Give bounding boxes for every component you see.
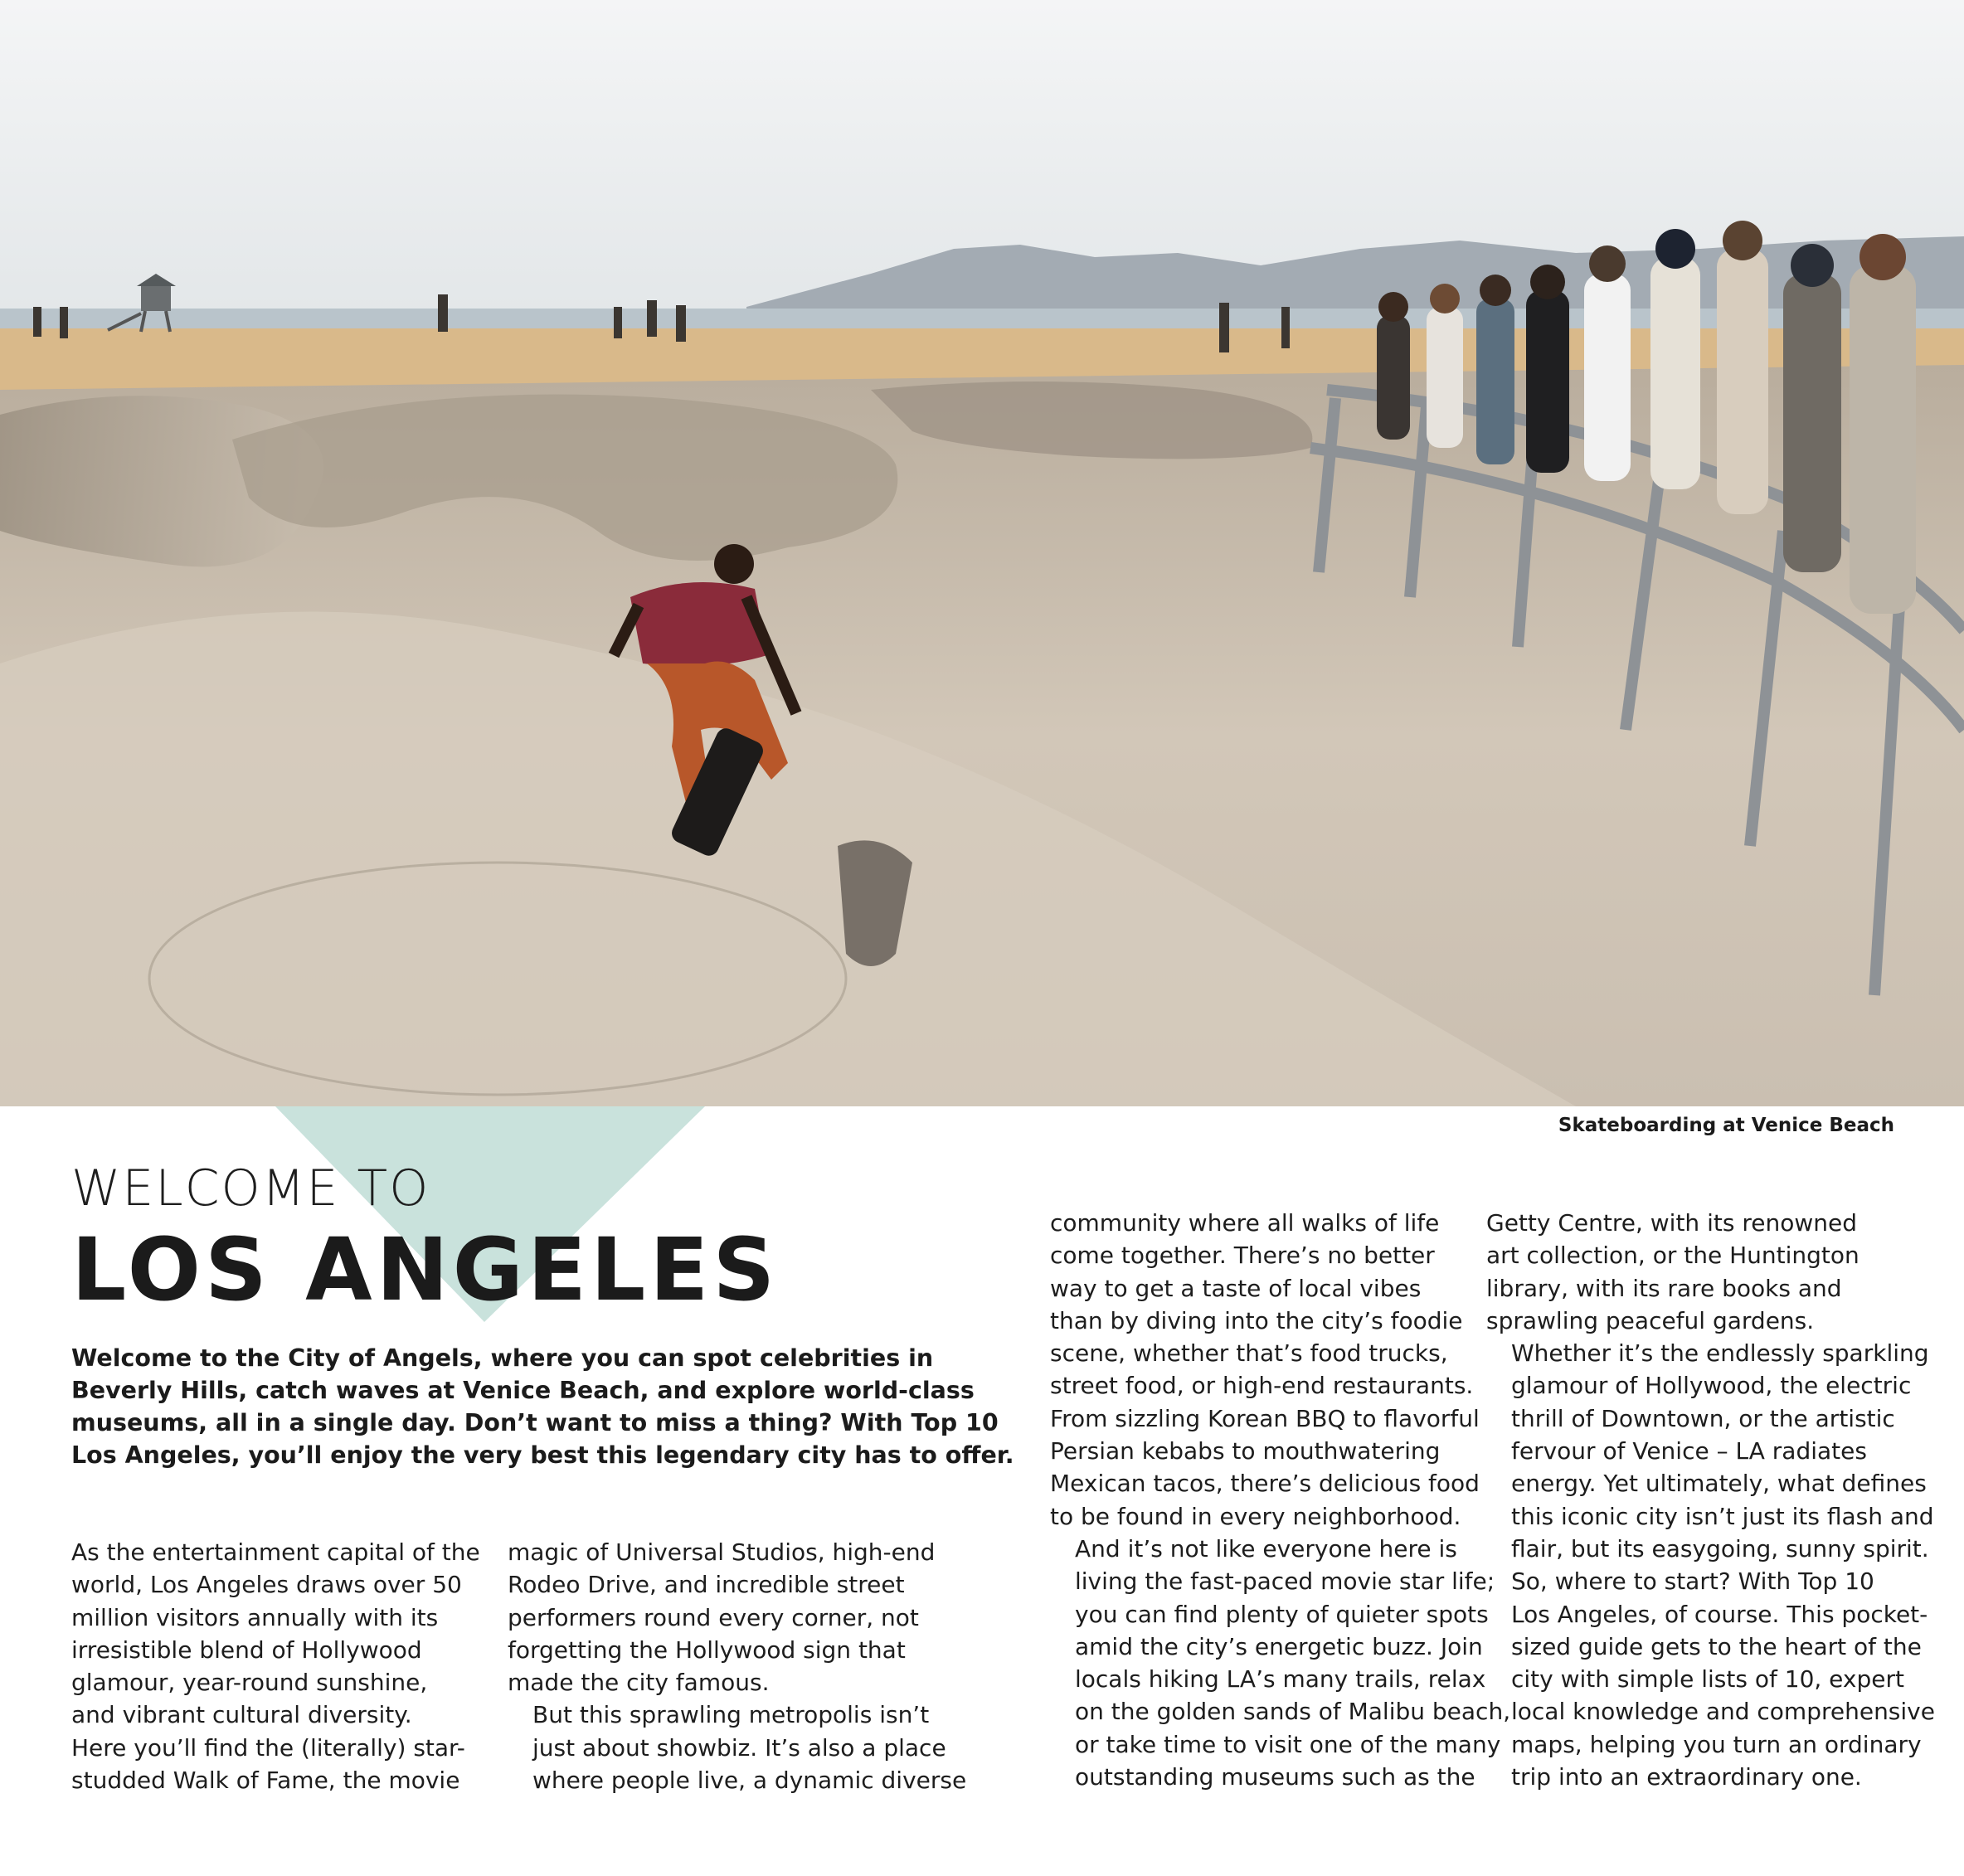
intro-line: Los Angeles, you’ll enjoy the very best this legendary city has to offer. xyxy=(71,1441,1014,1469)
body-line: million visitors annually with its xyxy=(71,1603,439,1631)
body-line: From sizzling Korean BBQ to flavorful xyxy=(1050,1404,1480,1432)
intro-paragraph xyxy=(71,1342,1014,1471)
body-line: sprawling peaceful gardens. xyxy=(1486,1306,1815,1334)
body-line: library, with its rare books and xyxy=(1486,1274,1842,1302)
body-column-3 xyxy=(1050,1207,1511,1793)
body-line: just about showbiz. It’s also a place xyxy=(532,1733,946,1762)
body-line: community where all walks of life xyxy=(1050,1209,1440,1237)
body-line: where people live, a dynamic diverse xyxy=(532,1767,967,1795)
body-line: way to get a taste of local vibes xyxy=(1050,1274,1422,1302)
body-line: And it’s not like everyone here is xyxy=(1075,1534,1457,1563)
body-line: irresistible blend of Hollywood xyxy=(71,1635,422,1664)
body-paragraph xyxy=(508,1699,967,1796)
body-line: come together. There’s no better xyxy=(1050,1242,1435,1270)
body-line: Los Angeles, of course. This pocket- xyxy=(1511,1600,1928,1628)
body-line: or take time to visit one of the many xyxy=(1075,1730,1501,1758)
body-line: amid the city’s energetic buzz. Join xyxy=(1075,1632,1483,1660)
body-line: performers round every corner, not xyxy=(508,1603,919,1631)
body-line: glamour, year-round sunshine, xyxy=(71,1669,428,1697)
body-paragraph xyxy=(1486,1337,1934,1565)
body-line: thrill of Downtown, or the artistic xyxy=(1511,1404,1895,1432)
body-line: locals hiking LA’s many trails, relax xyxy=(1075,1665,1486,1694)
intro-line: Beverly Hills, catch waves at Venice Beach, and explore world-class xyxy=(71,1377,975,1404)
body-line: Whether it’s the endlessly sparkling xyxy=(1511,1339,1929,1368)
body-paragraph xyxy=(1050,1207,1480,1533)
body-line: studded Walk of Fame, the movie xyxy=(71,1767,460,1795)
body-line: outstanding museums such as the xyxy=(1075,1763,1475,1791)
body-column-2 xyxy=(508,1536,967,1796)
body-line: street food, or high-end restaurants. xyxy=(1050,1372,1474,1400)
body-line: glamour of Hollywood, the electric xyxy=(1511,1372,1912,1400)
body-line: Mexican tacos, there’s delicious food xyxy=(1050,1470,1480,1498)
body-line: forgetting the Hollywood sign that xyxy=(508,1635,906,1664)
body-line: trip into an extraordinary one. xyxy=(1511,1763,1862,1791)
body-line: than by diving into the city’s foodie xyxy=(1050,1306,1463,1334)
body-line: local knowledge and comprehensive xyxy=(1511,1698,1935,1726)
body-line: energy. Yet ultimately, what defines xyxy=(1511,1470,1927,1498)
body-line: maps, helping you turn an ordinary xyxy=(1511,1730,1922,1758)
intro-line: museums, all in a single day. Don’t want to miss a thing? With Top 10 xyxy=(71,1409,999,1436)
body-paragraph xyxy=(1486,1565,1935,1793)
body-line: As the entertainment capital of the xyxy=(71,1538,480,1566)
body-line: scene, whether that’s food trucks, xyxy=(1050,1339,1448,1368)
body-line: magic of Universal Studios, high-end xyxy=(508,1538,936,1566)
body-line: Getty Centre, with its renowned xyxy=(1486,1209,1857,1237)
body-line: fervour of Venice – LA radiates xyxy=(1511,1437,1867,1465)
body-line: on the golden sands of Malibu beach, xyxy=(1075,1698,1511,1726)
body-paragraph xyxy=(1050,1533,1511,1793)
body-paragraph xyxy=(1486,1207,1901,1337)
body-line: Here you’ll find the (literally) star- xyxy=(71,1733,465,1762)
body-line: this iconic city isn’t just its flash and xyxy=(1511,1502,1934,1530)
photo-caption: Skateboarding at Venice Beach xyxy=(1558,1115,1894,1136)
body-line: city with simple lists of 10, expert xyxy=(1511,1665,1904,1694)
body-line: So, where to start? With Top 10 xyxy=(1511,1567,1874,1596)
body-line: and vibrant cultural diversity. xyxy=(71,1701,412,1729)
body-line: world, Los Angeles draws over 50 xyxy=(71,1571,462,1599)
body-line: sized guide gets to the heart of the xyxy=(1511,1632,1922,1660)
body-line: living the fast-paced movie star life; xyxy=(1075,1567,1495,1596)
body-line: But this sprawling metropolis isn’t xyxy=(532,1701,930,1729)
body-line: Rodeo Drive, and incredible street xyxy=(508,1571,905,1599)
body-column-1 xyxy=(71,1536,478,1796)
heading-kicker: WELCOME TO xyxy=(71,1159,430,1217)
body-line: flair, but its easygoing, sunny spirit. xyxy=(1511,1534,1929,1563)
body-paragraph xyxy=(508,1536,936,1699)
intro-line: Welcome to the City of Angels, where you can spot celebrities in xyxy=(71,1344,934,1372)
body-line: Persian kebabs to mouthwatering xyxy=(1050,1437,1441,1465)
body-line: made the city famous. xyxy=(508,1669,770,1697)
body-column-4 xyxy=(1486,1207,1935,1793)
body-line: to be found in every neighborhood. xyxy=(1050,1502,1461,1530)
body-paragraph xyxy=(71,1536,478,1796)
body-line: you can find plenty of quieter spots xyxy=(1075,1600,1489,1628)
page-title: LOS ANGELES xyxy=(71,1219,780,1320)
body-line: art collection, or the Huntington xyxy=(1486,1242,1859,1270)
